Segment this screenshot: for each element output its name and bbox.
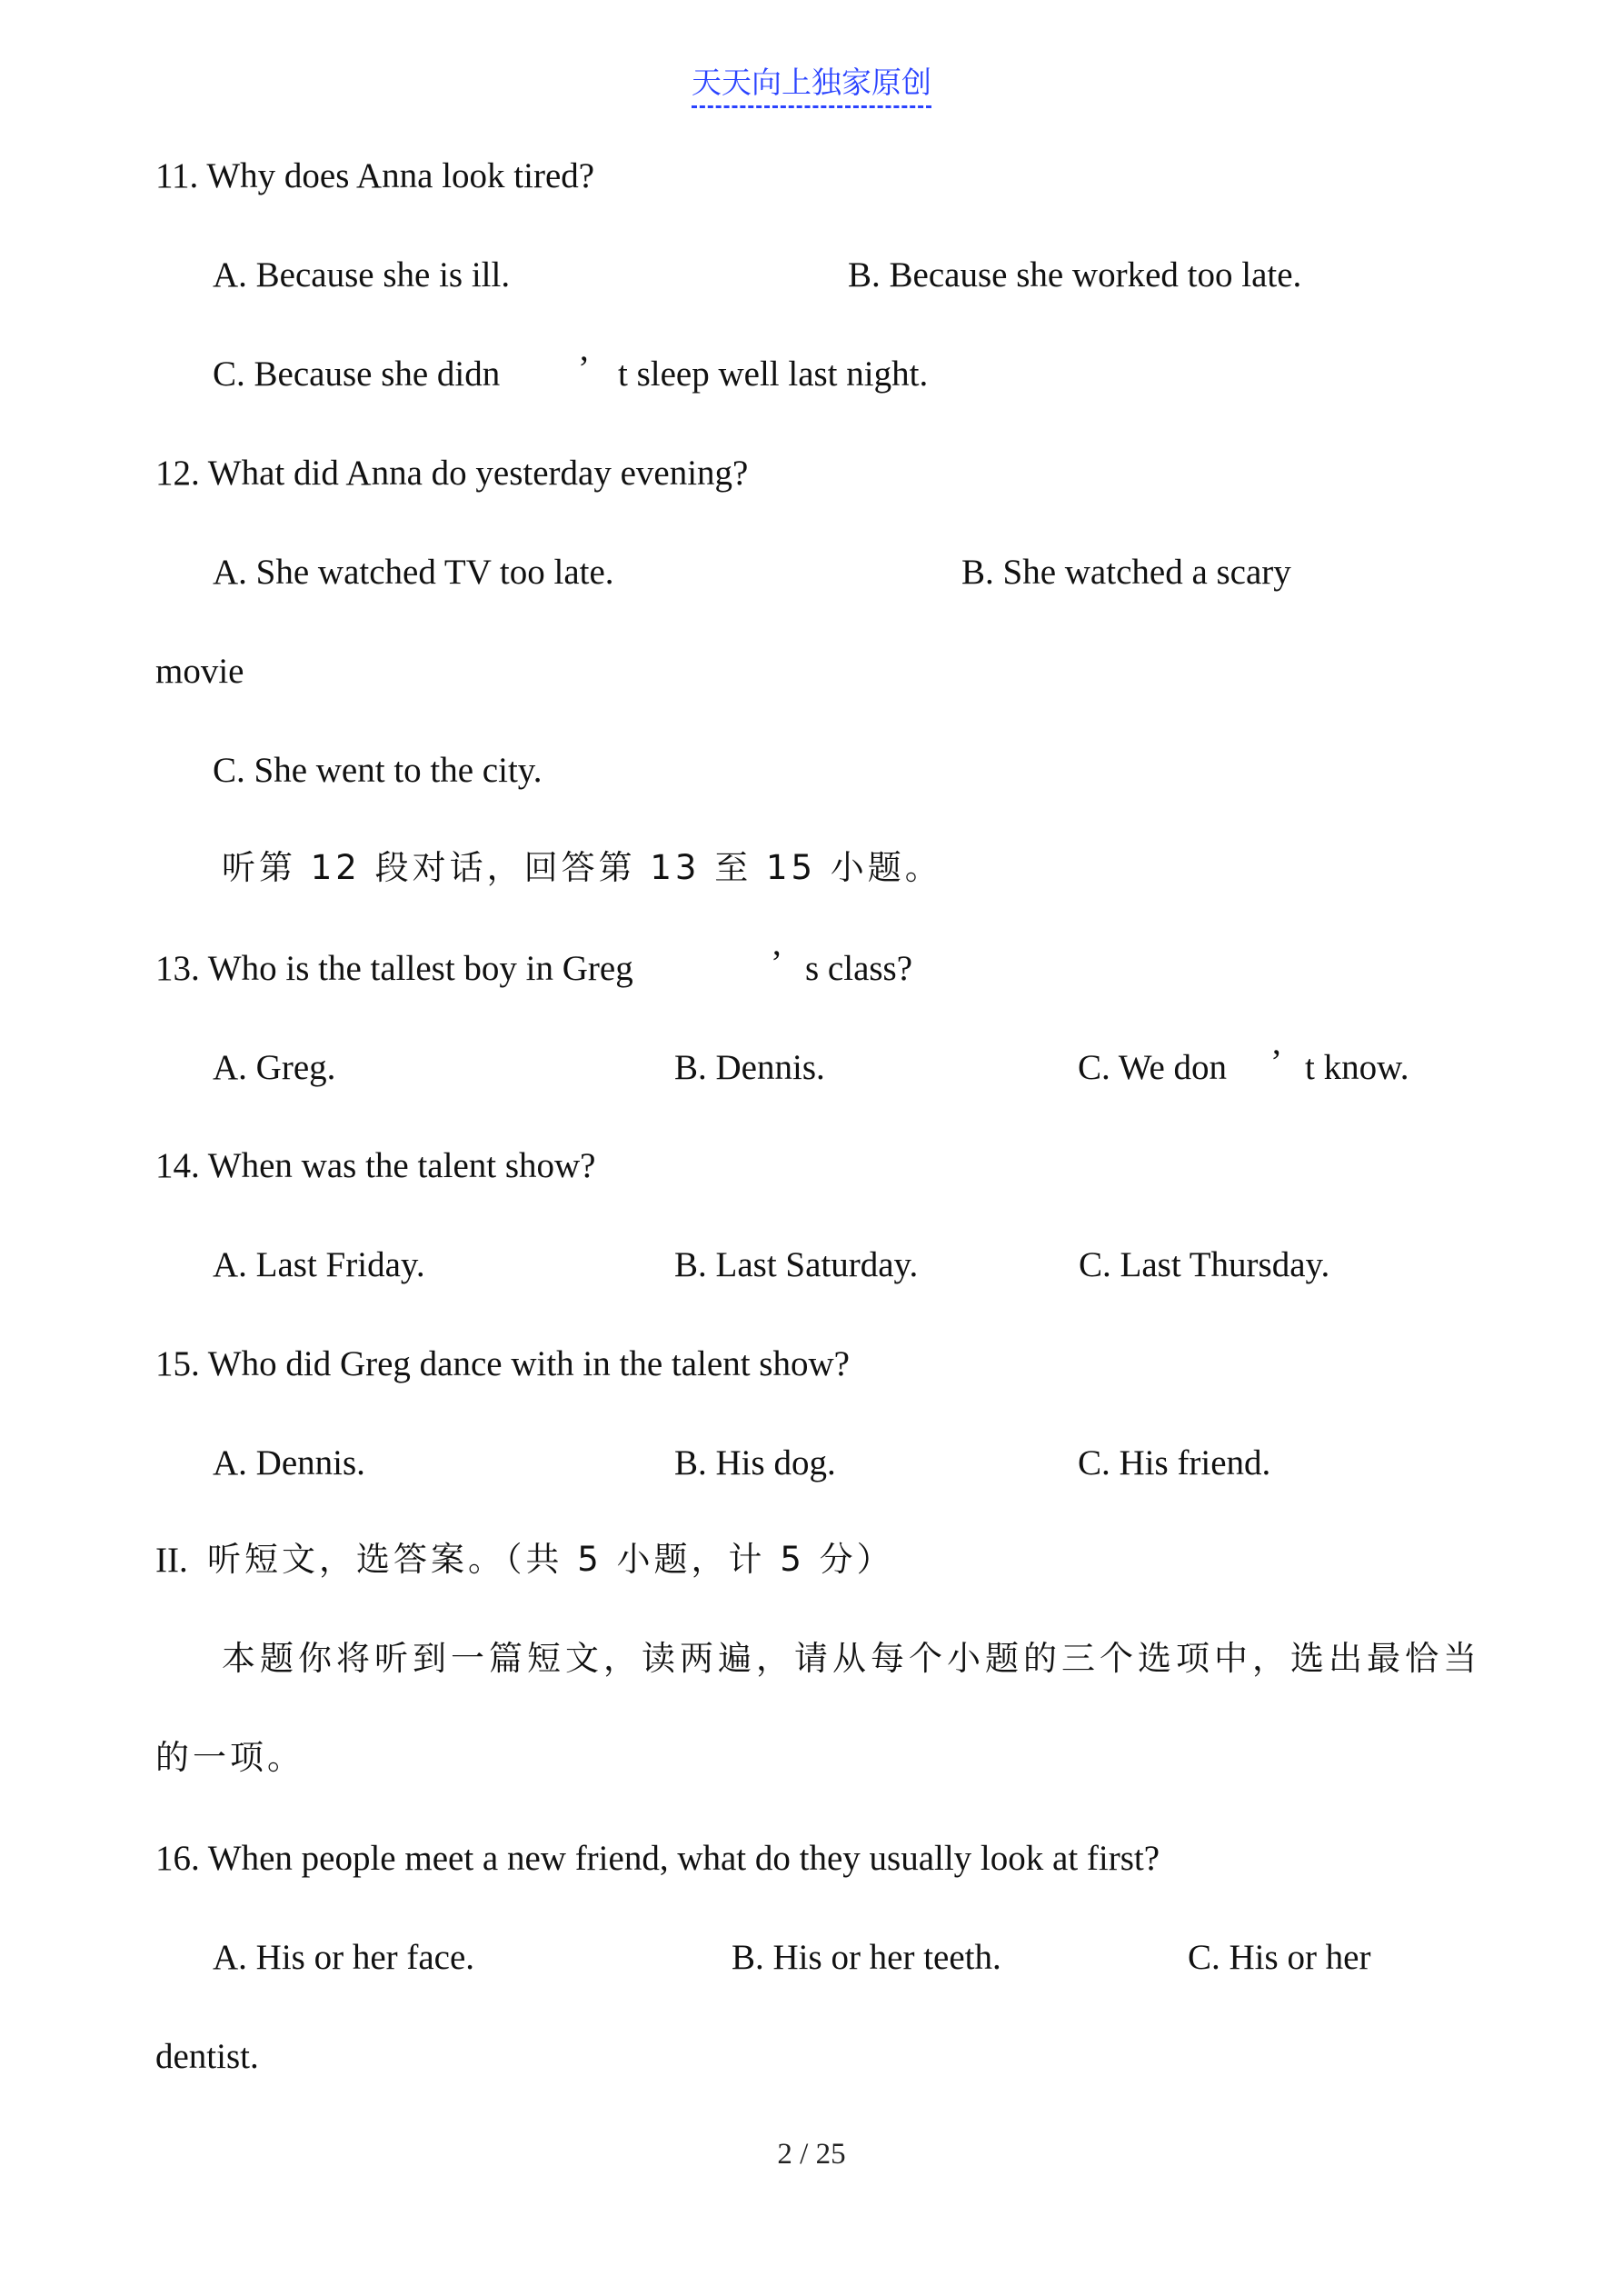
q15-option-c: C. His friend. <box>1078 1443 1271 1482</box>
question-13-part2: s class? <box>805 949 913 988</box>
q15-option-a: A. Dennis. <box>213 1443 365 1482</box>
dialog-12-instruction: 听第 12 段对话，回答第 13 至 15 小题。 <box>222 848 942 887</box>
q16-option-b: B. His or her teeth. <box>732 1938 1001 1977</box>
question-16: 16. When people meet a new friend, what do they usually look at first? <box>155 1839 1160 1878</box>
section-2-instruction-line2: 的一项。 <box>155 1738 304 1777</box>
q12-option-b: B. She watched a scary <box>961 553 1291 592</box>
q11-option-c-apostrophe: ’ <box>578 349 590 388</box>
q16-option-a: A. His or her face. <box>213 1938 475 1977</box>
section-2-instruction-line1: 本题你将听到一篇短文，读两遍，请从每个小题的三个选项中，选出最恰当 <box>222 1639 1481 1678</box>
question-15: 15. Who did Greg dance with in the talent show? <box>155 1344 850 1383</box>
header-link[interactable]: 天天向上独家原创 <box>692 65 931 108</box>
page-number: 2 / 25 <box>777 2138 846 2171</box>
question-14: 14. When was the talent show? <box>155 1146 596 1185</box>
section-2-heading: 听短文，选答案。（共 5 小题，计 5 分） <box>207 1540 894 1579</box>
q12-option-b-continuation: movie <box>155 652 244 691</box>
q11-option-a: A. Because she is ill. <box>213 255 511 294</box>
q13-option-c-part2: t know. <box>1305 1048 1409 1087</box>
question-13-apostrophe: ’ <box>771 943 782 983</box>
q14-option-c: C. Last Thursday. <box>1079 1245 1330 1284</box>
q11-option-c-part1: C. Because she didn <box>213 354 501 394</box>
q11-option-b: B. Because she worked too late. <box>848 255 1302 294</box>
q13-option-a: A. Greg. <box>213 1048 336 1087</box>
q13-option-b: B. Dennis. <box>674 1048 825 1087</box>
question-13-part1: 13. Who is the tallest boy in Greg <box>155 949 633 988</box>
q14-option-b: B. Last Saturday. <box>674 1245 919 1284</box>
q13-option-c-apostrophe: ’ <box>1270 1043 1282 1082</box>
q16-option-c: C. His or her <box>1188 1938 1371 1977</box>
q12-option-c: C. She went to the city. <box>213 751 543 790</box>
q15-option-b: B. His dog. <box>674 1443 836 1482</box>
q12-option-a: A. She watched TV too late. <box>213 553 614 592</box>
q16-option-c-continuation: dentist. <box>155 2037 259 2076</box>
section-2-number: II. <box>155 1541 188 1580</box>
header <box>0 65 1623 100</box>
q14-option-a: A. Last Friday. <box>213 1245 425 1284</box>
question-12: 12. What did Anna do yesterday evening? <box>155 454 749 493</box>
q13-option-c-part1: C. We don <box>1078 1048 1228 1087</box>
q11-option-c-part2: t sleep well last night. <box>618 354 929 394</box>
question-11: 11. Why does Anna look tired? <box>155 156 595 195</box>
